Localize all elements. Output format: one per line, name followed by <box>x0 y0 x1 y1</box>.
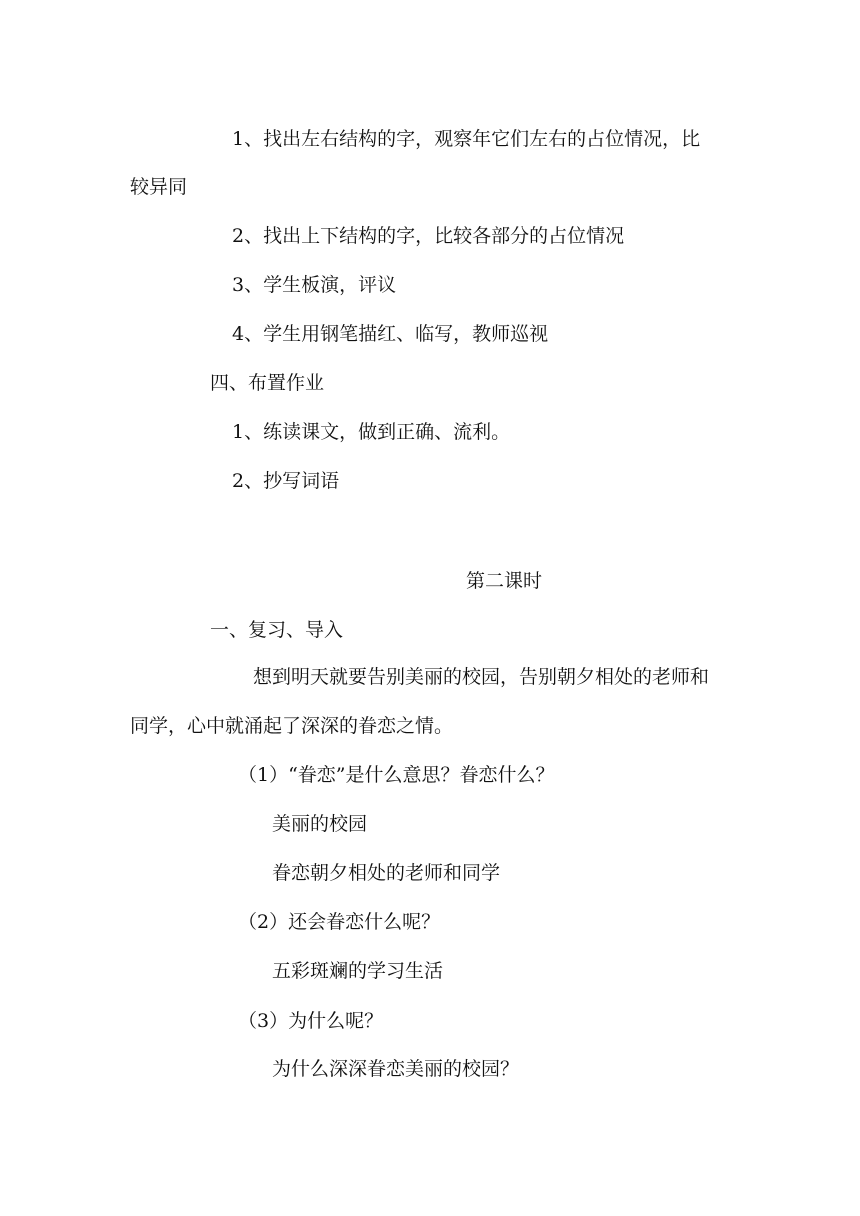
answer-line: 为什么深深眷恋美丽的校园？ <box>272 1058 520 1080</box>
paragraph-line: 2、找出上下结构的字，比较各部分的占位情况 <box>232 225 625 247</box>
answer-line: 五彩斑斓的学习生活 <box>272 960 444 982</box>
paragraph-line: 较异同 <box>130 176 188 198</box>
question-line: （1）“眷恋”是什么意思？眷恋什么？ <box>238 764 555 786</box>
paragraph-line: 2、抄写词语 <box>232 470 340 492</box>
section-heading: 一、复习、导入 <box>210 619 344 641</box>
paragraph-line: 同学，心中就涌起了深深的眷恋之情。 <box>130 715 454 737</box>
paragraph-line: 1、找出左右结构的字，观察年它们左右的占位情况，比 <box>232 128 701 150</box>
paragraph-line: 1、练读课文，做到正确、流利。 <box>232 421 511 443</box>
question-line: （3）为什么呢？ <box>238 1010 384 1032</box>
paragraph-line: 4、学生用钢笔描红、临写，教师巡视 <box>232 323 549 345</box>
paragraph-line: 3、学生板演，评议 <box>232 274 397 296</box>
answer-line: 眷恋朝夕相处的老师和同学 <box>272 862 501 884</box>
section-heading: 四、布置作业 <box>210 372 325 394</box>
lesson-title: 第二课时 <box>466 570 543 592</box>
question-line: （2）还会眷恋什么呢？ <box>238 911 441 933</box>
answer-line: 美丽的校园 <box>272 813 368 835</box>
paragraph-line: 想到明天就要告别美丽的校园，告别朝夕相处的老师和 <box>253 666 710 688</box>
